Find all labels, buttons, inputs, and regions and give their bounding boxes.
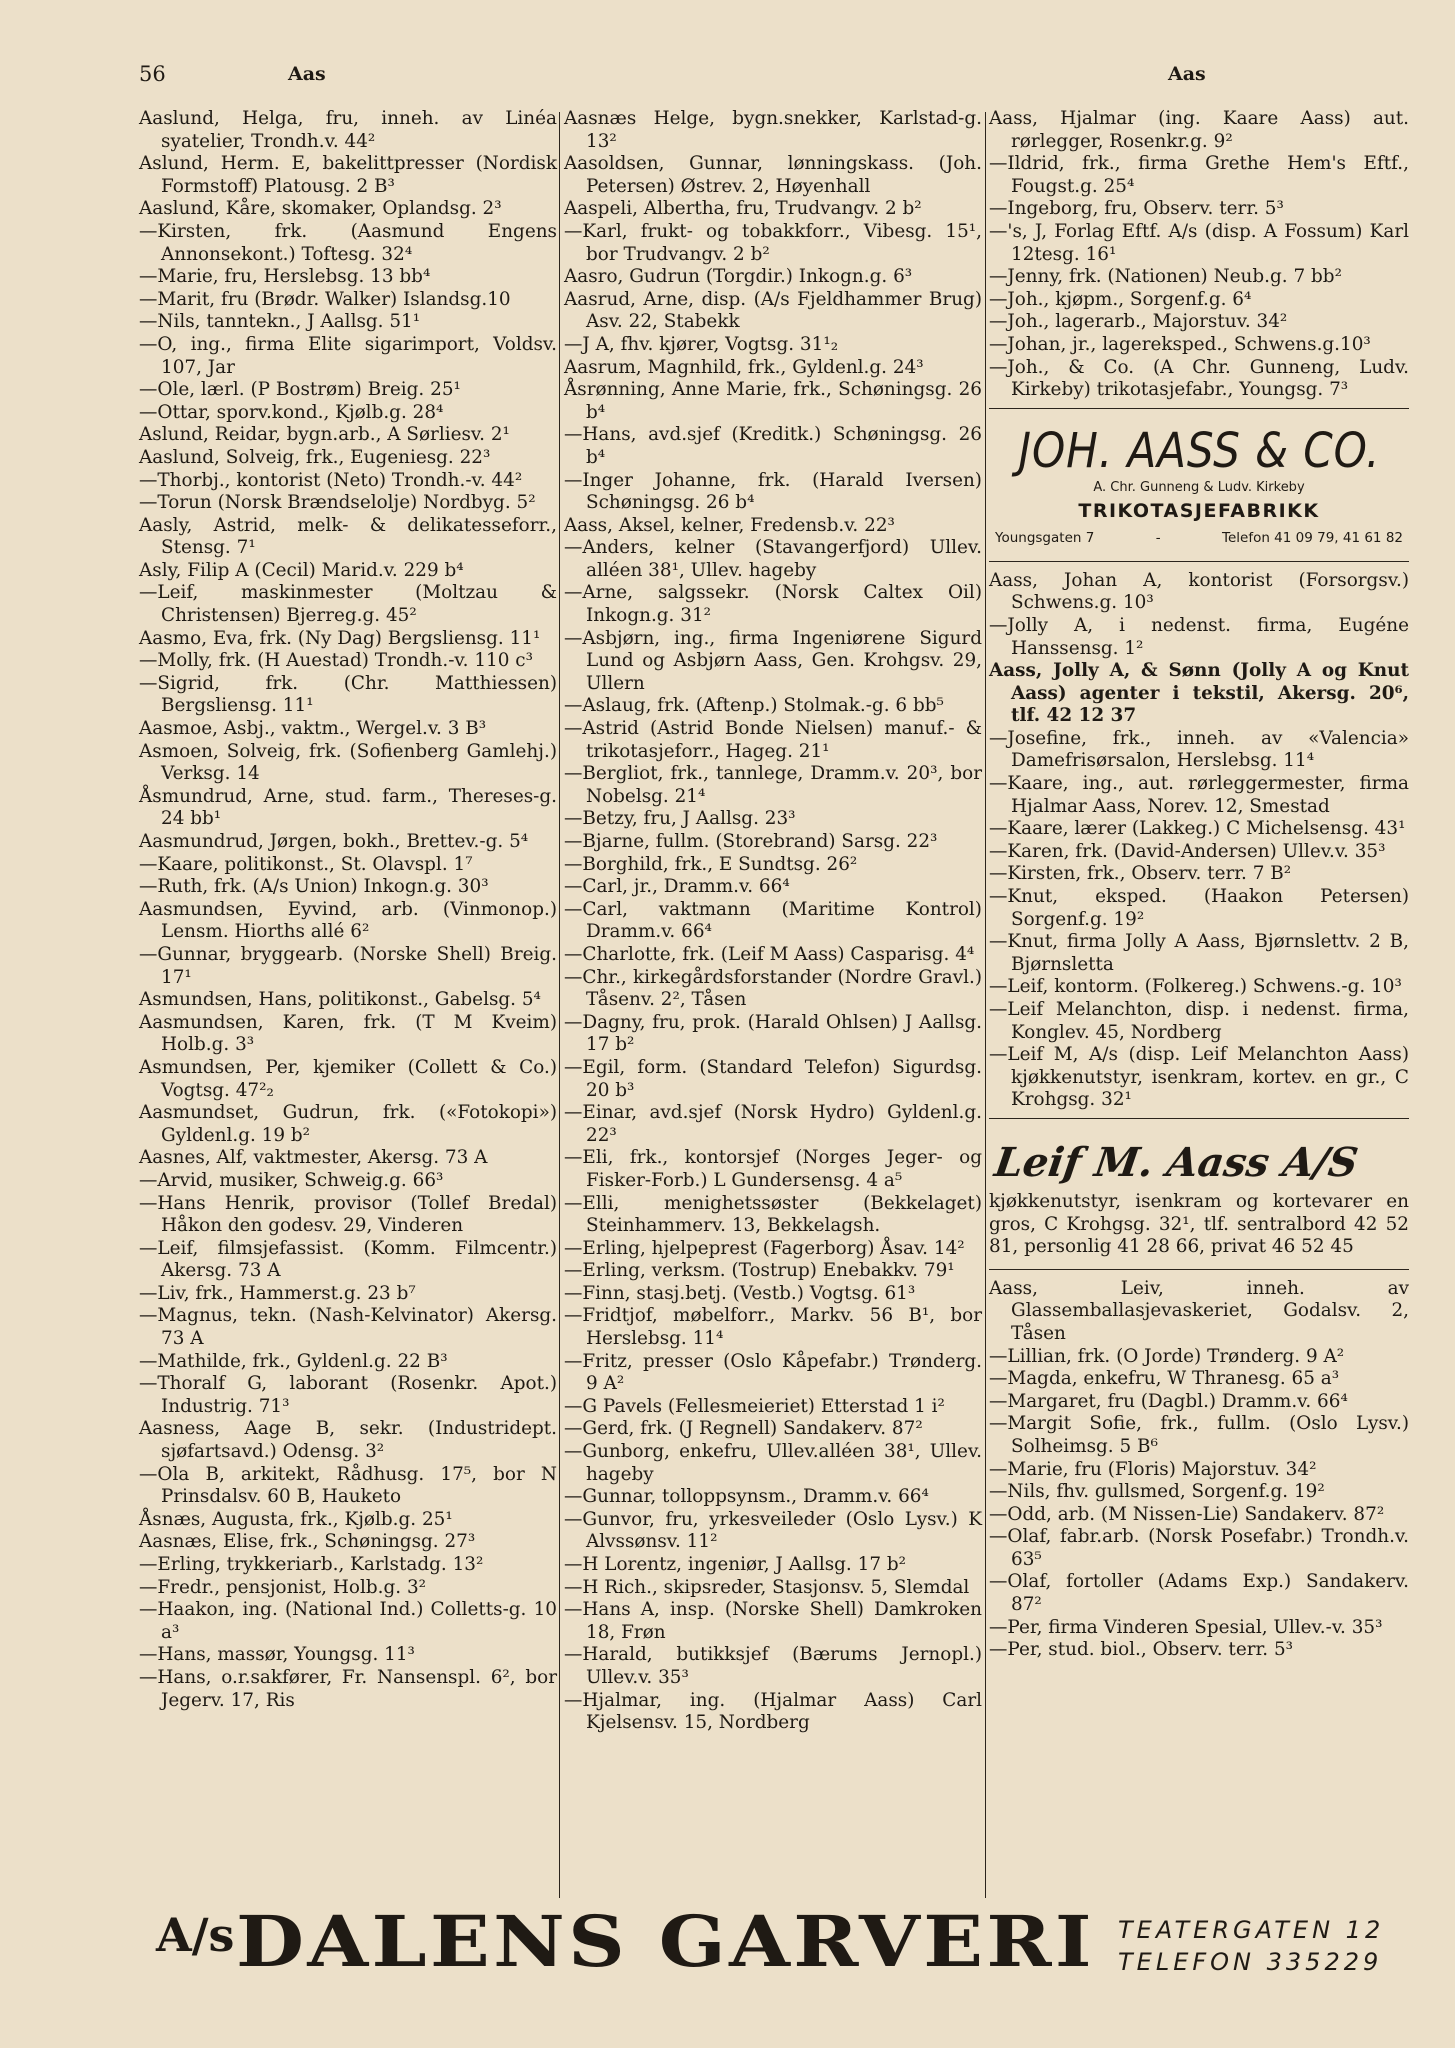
directory-entry: —Einar, avd.sjef (Norsk Hydro) Gyldenl.g. 22³ xyxy=(564,1102,982,1146)
directory-entry: Aasmundset, Gudrun, frk. («Fotokopi») Gyldenl.g. 19 b² xyxy=(139,1102,557,1146)
directory-entry: —Ingeborg, fru, Observ. terr. 5³ xyxy=(989,198,1284,220)
directory-entry: —Per, firma Vinderen Spesial, Ullev.-v. 35³ xyxy=(989,1616,1383,1638)
directory-entry: —Magnus, tekn. (Nash-Kelvinator) Akersg. 73 A xyxy=(139,1305,557,1350)
directory-entry: —Nils, fhv. gullsmed, Sorgenf.g. 19² xyxy=(989,1481,1325,1503)
directory-entry: Asmoen, Solveig, frk. (Sofienberg Gamlehj.) Verksg. 14 xyxy=(139,740,557,785)
joh-aass-logo: JOH. AASS & CO. xyxy=(1018,422,1380,479)
directory-entry: —Bergliot, frk., tannlege, Dramm.v. 20³, bor Nobelsg. 21⁴ xyxy=(564,763,982,807)
directory-entry: —Gunnar, bryggearb. (Norske Shell) Breig. 17¹ xyxy=(139,943,557,988)
joh-aass-phone: Telefon 41 09 79, 41 61 82 xyxy=(1222,529,1403,546)
directory-entry: Aslund, Herm. E, bakelittpresser (Nordisk Formstoff) Platousg. 2 B³ xyxy=(139,153,557,197)
directory-entry: —Gunvor, fru, yrkesveileder (Oslo Lysv.) K Alvssønsv. 11² xyxy=(564,1508,982,1553)
directory-entry-bold: Aass, Jolly A, & Sønn (Jolly A og Knut Aass) agenter i tekstil, Akersg. 20⁶, tlf. 42 12 37 xyxy=(989,660,1409,727)
directory-entry: —Hans Henrik, provisor (Tollef Bredal) Håkon den godesv. 29, Vinderen xyxy=(139,1192,557,1237)
directory-entry: —Leif, filmsjefassist. (Komm. Filmcentr.) Akersg. 73 A xyxy=(139,1237,557,1282)
column-divider-2 xyxy=(985,112,986,1898)
directory-entry: —Gunnar, tolloppsynsm., Dramm.v. 66⁴ xyxy=(564,1486,929,1508)
directory-column-1 xyxy=(139,108,557,1712)
directory-entry: Aasnes, Alf, vaktmester, Akersg. 73 A xyxy=(139,1147,488,1169)
directory-entry: —Ildrid, frk., firma Grethe Hem's Eftf., Fougst.g. 25⁴ xyxy=(989,153,1409,197)
directory-entry: —Hans, o.r.sakfører, Fr. Nansenspl. 6², bor Jegerv. 17, Ris xyxy=(139,1666,557,1711)
directory-entry: —Karen, frk. (David-Andersen) Ullev.v. 35³ xyxy=(989,840,1386,862)
footer-ad-prefix: A/s xyxy=(156,1908,235,1962)
directory-entry: —Fredr., pensjonist, Holb.g. 3² xyxy=(139,1576,427,1598)
directory-entry: —Hjalmar, ing. (Hjalmar Aass) Carl Kjelsensv. 15, Nordberg xyxy=(564,1689,982,1734)
directory-entry: Aasmoe, Asbj., vaktm., Wergel.v. 3 B³ xyxy=(139,718,487,740)
directory-entry: —Magda, enkefru, W Thranesg. 65 a³ xyxy=(989,1368,1340,1390)
directory-entry: Åsrønning, Anne Marie, frk., Schøningsg. 26 b⁴ xyxy=(564,379,982,423)
directory-entry: Aass, Aksel, kelner, Fredensb.v. 22³ xyxy=(564,514,895,536)
directory-entry: —Kirsten, frk., Observ. terr. 7 B² xyxy=(989,863,1292,885)
directory-entry: —Olaf, fortoller (Adams Exp.) Sandakerv. 87² xyxy=(989,1571,1409,1616)
directory-entry: —Harald, butikksjef (Bærums Jernopl.) Ullev.v. 35³ xyxy=(564,1644,982,1688)
directory-entry: —Gunborg, enkefru, Ullev.alléen 38¹, Ullev. hageby xyxy=(564,1441,982,1485)
directory-entry: Asmundsen, Per, kjemiker (Collett & Co.) Vogtsg. 47²₂ xyxy=(139,1056,557,1101)
directory-column-3 xyxy=(989,108,1409,1662)
directory-entry: Aslund, Reidar, bygn.arb., A Sørliesv. 2¹ xyxy=(139,424,510,446)
directory-entry: —Egil, form. (Standard Telefon) Sigurdsg. 20 b³ xyxy=(564,1056,982,1101)
directory-entry: —Erling, trykkeriarb., Karlstadg. 13² xyxy=(139,1554,484,1575)
directory-entry: —Arne, salgssekr. (Norsk Caltex Oil) Inkogn.g. 31² xyxy=(564,582,982,627)
directory-entry: —Hans, avd.sjef (Kreditk.) Schøningsg. 26 b⁴ xyxy=(564,424,982,468)
directory-entry: —Olaf, fabr.arb. (Norsk Posefabr.) Trondh.v. 63⁵ xyxy=(989,1526,1409,1570)
directory-entry: —Leif, kontorm. (Folkereg.) Schwens.-g. 10³ xyxy=(989,976,1402,998)
entry-group-mid xyxy=(989,570,1409,660)
directory-entry: —Bjarne, fullm. (Storebrand) Sarsg. 22³ xyxy=(564,831,938,852)
directory-entry: Aasoldsen, Gunnar, lønningskass. (Joh. Petersen) Østrev. 2, Høyenhall xyxy=(564,153,982,197)
divider xyxy=(989,1269,1409,1270)
directory-entry: —Kirsten, frk. (Aasmund Engens Annonsekont.) Toftesg. 32⁴ xyxy=(139,220,557,265)
directory-entry: —Carl, vaktmann (Maritime Kontrol) Dramm.v. 66⁴ xyxy=(564,898,982,943)
directory-entry: —Gerd, frk. (J Regnell) Sandakerv. 87² xyxy=(564,1418,923,1440)
directory-entry: —Charlotte, frk. (Leif M Aass) Casparisg. 4⁴ xyxy=(564,943,975,965)
directory-entry: —Elli, menighetssøster (Bekkelaget) Steinhammerv. 13, Bekkelagsh. xyxy=(564,1192,982,1237)
directory-entry: —Per, stud. biol., Observ. terr. 5³ xyxy=(989,1639,1294,1661)
directory-entry: —Mathilde, frk., Gyldenl.g. 22 B³ xyxy=(139,1350,448,1372)
directory-entry: Aaslund, Kåre, skomaker, Oplandsg. 2³ xyxy=(139,198,502,220)
directory-entry: Aasro, Gudrun (Torgdir.) Inkogn.g. 6³ xyxy=(564,266,913,288)
directory-entry: —Nils, tanntekn., J Aallsg. 51¹ xyxy=(139,311,421,333)
directory-entry: Asmundsen, Hans, politikonst., Gabelsg. 5⁴ xyxy=(139,989,541,1011)
directory-entry: —Aslaug, frk. (Aftenp.) Stolmak.-g. 6 bb⁵ xyxy=(564,695,944,717)
directory-entry: —Chr., kirkegårdsforstander (Nordre Gravl.) Tåsenv. 2², Tåsen xyxy=(564,966,982,1011)
directory-entry: Aasrud, Arne, disp. (A/s Fjeldhammer Brug) Asv. 22, Stabekk xyxy=(564,288,982,333)
directory-entry: —Ruth, frk. (A/s Union) Inkogn.g. 30³ xyxy=(139,876,489,898)
directory-entry: —Eli, frk., kontorsjef (Norges Jeger- og Fisker-Forb.) L Gundersensg. 4 a⁵ xyxy=(564,1147,982,1191)
directory-entry: Aasly, Astrid, melk- & delikatesseforr., Stensg. 7¹ xyxy=(139,514,557,559)
directory-entry: —Thorbj., kontorist (Neto) Trondh.-v. 44² xyxy=(139,469,523,491)
entry-group-bottom xyxy=(989,1278,1409,1662)
directory-entry: —Knut, firma Jolly A Aass, Bjørnslettv. 2 B, Bjørnsletta xyxy=(989,931,1409,975)
directory-entry: Åsmundrud, Arne, stud. farm., Thereses-g. 24 bb¹ xyxy=(139,785,557,830)
directory-entry: —Betzy, fru, J Aallsg. 23³ xyxy=(564,808,796,830)
joh-aass-product: TRIKOTASJEFABRIKK xyxy=(1078,499,1320,522)
directory-entry: Aasmundrud, Jørgen, bokh., Brettev.-g. 5⁴ xyxy=(139,831,529,852)
dalens-garveri-advertisement xyxy=(0,1900,1455,1990)
directory-entry: —Hans A, insp. (Norske Shell) Damkroken 18, Frøn xyxy=(564,1599,982,1643)
directory-entry: —Erling, hjelpeprest (Fagerborg) Åsav. 14² xyxy=(564,1237,965,1259)
directory-entry: —Erling, verksm. (Tostrup) Enebakkv. 79¹ xyxy=(564,1260,955,1282)
directory-entry: Aasnæs Helge, bygn.snekker, Karlstad-g. 13² xyxy=(564,108,982,152)
directory-entry: —Margit Sofie, frk., fullm. (Oslo Lysv.) Solheimsg. 5 B⁶ xyxy=(989,1413,1409,1457)
directory-entry: —Leif Melanchton, disp. i nedenst. firma, Konglev. 45, Nordberg xyxy=(989,999,1409,1043)
directory-entry: —Arvid, musiker, Schweig.g. 66³ xyxy=(139,1169,444,1191)
directory-entry: —Knut, eksped. (Haakon Petersen) Sorgenf.g. 19² xyxy=(989,886,1409,930)
directory-entry: —Johan, jr., lagereksped., Schwens.g.10³ xyxy=(989,333,1371,355)
directory-entry: —Ola B, arkitekt, Rådhusg. 17⁵, bor N Prinsdalsv. 60 B, Hauketo xyxy=(139,1463,557,1508)
directory-entry: —Borghild, frk., E Sundtsg. 26² xyxy=(564,853,858,875)
directory-entry: —Kaare, politikonst., St. Olavspl. 1⁷ xyxy=(139,853,473,875)
directory-entry: Aasmundsen, Karen, frk. (T M Kveim) Holb.g. 3³ xyxy=(139,1011,557,1056)
directory-entry: —Liv, frk., Hammerst.g. 23 b⁷ xyxy=(139,1282,416,1304)
directory-entry: —Asbjørn, ing., firma Ingeniørene Sigurd Lund og Asbjørn Aass, Gen. Krohgsv. 29, Ullern xyxy=(564,627,982,694)
directory-entry: —Fridtjof, møbelforr., Markv. 56 B¹, bor Herslebsg. 11⁴ xyxy=(564,1305,982,1350)
directory-entry: —Ottar, sporv.kond., Kjølb.g. 28⁴ xyxy=(139,401,444,423)
joh-aass-advertisement xyxy=(989,417,1409,555)
directory-entry: —Astrid (Astrid Bonde Nielsen) manuf.- & trikotasjeforr., Hageg. 21¹ xyxy=(564,718,982,762)
directory-entry: Aasmo, Eva, frk. (Ny Dag) Bergsliensg. 11¹ xyxy=(139,627,541,649)
directory-entry: —Ole, lærl. (P Bostrøm) Breig. 25¹ xyxy=(139,379,461,401)
directory-entry: —Fritz, presser (Oslo Kåpefabr.) Trønderg. 9 A² xyxy=(564,1350,982,1395)
directory-entry: Aass, Johan A, kontorist (Forsorgsv.) Schwens.g. 10³ xyxy=(989,569,1409,614)
joh-aass-owners: A. Chr. Gunneng & Ludv. Kirkeby xyxy=(1093,479,1305,495)
directory-entry: Aasrum, Magnhild, frk., Gyldenl.g. 24³ xyxy=(564,356,924,378)
directory-entry: —Joh., kjøpm., Sorgenf.g. 6⁴ xyxy=(989,288,1252,310)
directory-entry: —Dagny, fru, prok. (Harald Ohlsen) J Aallsg. 17 b² xyxy=(564,1011,982,1056)
divider xyxy=(989,1118,1409,1119)
directory-entry: Aasmundsen, Eyvind, arb. (Vinmonop.) Lensm. Hiorths allé 6² xyxy=(139,898,557,943)
directory-entry: —Marie, fru, Herslebsg. 13 bb⁴ xyxy=(139,266,431,288)
page-number: 56 xyxy=(139,62,166,86)
directory-entry: —Torun (Norsk Brændselolje) Nordbyg. 5² xyxy=(139,492,536,514)
joh-aass-address: Youngsgaten 7 xyxy=(995,529,1095,546)
joh-aass-contact xyxy=(989,525,1409,551)
leif-aass-text: kjøkkenutstyr, isenkram og kortevarer en gros, C Krohgsg. 32¹, tlf. sentralbord 42 52 81, personlig 41 28 66, privat 46 52 45 xyxy=(989,1190,1409,1258)
directory-entry: Aass, Hjalmar (ing. Kaare Aass) aut. rørlegger, Rosenkr.g. 9² xyxy=(989,108,1409,152)
page-header xyxy=(0,62,1455,96)
directory-entry: Asly, Filip A (Cecil) Marid.v. 229 b⁴ xyxy=(139,559,464,581)
directory-entry: —Joh., lagerarb., Majorstuv. 34² xyxy=(989,311,1288,333)
directory-entry: —Sigrid, frk. (Chr. Matthiessen) Bergsliensg. 11¹ xyxy=(139,672,557,717)
divider xyxy=(989,561,1409,562)
directory-column-2 xyxy=(564,108,982,1735)
entry-group-rest xyxy=(989,728,1409,1112)
directory-entry: —Molly, frk. (H Auestad) Trondh.-v. 110 c³ xyxy=(139,650,533,672)
leif-aass-advertisement xyxy=(989,1127,1409,1263)
directory-entry: —Haakon, ing. (National Ind.) Colletts-g. 10 a³ xyxy=(139,1599,557,1643)
directory-entry: —'s, J, Forlag Eftf. A/s (disp. A Fossum) Karl 12tesg. 16¹ xyxy=(989,220,1409,265)
directory-entry: —H Rich., skipsreder, Stasjonsv. 5, Slemdal xyxy=(564,1576,970,1598)
directory-entry: —Inger Johanne, frk. (Harald Iversen) Schøningsg. 26 b⁴ xyxy=(564,469,982,514)
directory-entry: —Kaare, ing., aut. rørleggermester, firma Hjalmar Aass, Norev. 12, Smestad xyxy=(989,773,1409,817)
footer-ad-address: TEATERGATEN 12 xyxy=(1118,1916,1385,1944)
directory-entry: —H Lorentz, ingeniør, J Aallsg. 17 b² xyxy=(564,1554,907,1575)
directory-entry: Aasnæs, Elise, frk., Schøningsg. 27³ xyxy=(139,1531,476,1553)
directory-entry: —Marit, fru (Brødr. Walker) Islandsg.10 xyxy=(139,288,511,310)
joh-aass-separator: - xyxy=(1155,529,1161,546)
entry-group-top xyxy=(989,108,1409,402)
footer-ad-name: DALENS GARVERI xyxy=(236,1900,1095,1983)
directory-entry: Aaspeli, Albertha, fru, Trudvangv. 2 b² xyxy=(564,198,922,220)
running-head-right: Aas xyxy=(1168,63,1206,85)
directory-entry: —Josefine, frk., inneh. av «Valencia» Damefrisørsalon, Herslebsg. 11⁴ xyxy=(989,727,1409,772)
directory-entry: —O, ing., firma Elite sigarimport, Voldsv. 107, Jar xyxy=(139,333,557,378)
directory-entry: Aasness, Aage B, sekr. (Industridept. sjøfartsavd.) Odensg. 3² xyxy=(139,1418,557,1463)
directory-entry: —Margaret, fru (Dagbl.) Dramm.v. 66⁴ xyxy=(989,1390,1348,1412)
directory-entry: —Carl, jr., Dramm.v. 66⁴ xyxy=(564,876,790,898)
directory-entry: —Kaare, lærer (Lakkeg.) C Michelsensg. 43¹ xyxy=(989,818,1406,840)
directory-entry: —Jolly A, i nedenst. firma, Eugéne Hanssensg. 1² xyxy=(989,614,1409,659)
directory-entry: —Leif, maskinmester (Moltzau & Christensen) Bjerreg.g. 45² xyxy=(139,582,557,627)
directory-entry: —Joh., & Co. (A Chr. Gunneng, Ludv. Kirkeby) trikotasjefabr., Youngsg. 7³ xyxy=(989,356,1409,401)
directory-entry: —Jenny, frk. (Nationen) Neub.g. 7 bb² xyxy=(989,266,1342,288)
directory-entry: —G Pavels (Fellesmeieriet) Etterstad 1 i² xyxy=(564,1395,945,1417)
directory-entry: —Karl, frukt- og tobakkforr., Vibesg. 15¹, bor Trudvangv. 2 b² xyxy=(564,220,982,265)
directory-entry: —Lillian, frk. (O Jorde) Trønderg. 9 A² xyxy=(989,1345,1345,1367)
divider xyxy=(989,408,1409,409)
column-divider-1 xyxy=(559,112,560,1898)
running-head-left: Aas xyxy=(288,63,326,85)
directory-entry: —Leif M, A/s (disp. Leif Melanchton Aass) kjøkkenutstyr, isenkram, kortev. en gr., C Krohgsg. 32¹ xyxy=(989,1044,1409,1111)
directory-entry: —Anders, kelner (Stavangerfjord) Ullev. alléen 38¹, Ullev. hageby xyxy=(564,537,982,581)
directory-entry: —Finn, stasj.betj. (Vestb.) Vogtsg. 61³ xyxy=(564,1282,916,1304)
footer-ad-phone: TELEFON 335229 xyxy=(1118,1948,1383,1976)
directory-entry: —Thoralf G, laborant (Rosenkr. Apot.) Industrig. 71³ xyxy=(139,1373,557,1417)
directory-entry: Åsnæs, Augusta, frk., Kjølb.g. 25¹ xyxy=(139,1508,453,1530)
leif-aass-logo: Leif M. Aass A/S xyxy=(991,1138,1361,1186)
directory-entry: Aaslund, Solveig, frk., Eugeniesg. 22³ xyxy=(139,446,491,468)
directory-entry: —Hans, massør, Youngsg. 11³ xyxy=(139,1644,415,1666)
directory-entry: —J A, fhv. kjører, Vogtsg. 31¹₂ xyxy=(564,333,839,355)
directory-entry: Aass, Leiv, inneh. av Glassemballasjevaskeriet, Godalsv. 2, Tåsen xyxy=(989,1277,1409,1344)
directory-entry: —Marie, fru (Floris) Majorstuv. 34² xyxy=(989,1458,1317,1480)
directory-entry: Aaslund, Helga, fru, inneh. av Linéa syatelier, Trondh.v. 44² xyxy=(139,108,557,152)
directory-entry: —Odd, arb. (M Nissen-Lie) Sandakerv. 87² xyxy=(989,1503,1385,1525)
